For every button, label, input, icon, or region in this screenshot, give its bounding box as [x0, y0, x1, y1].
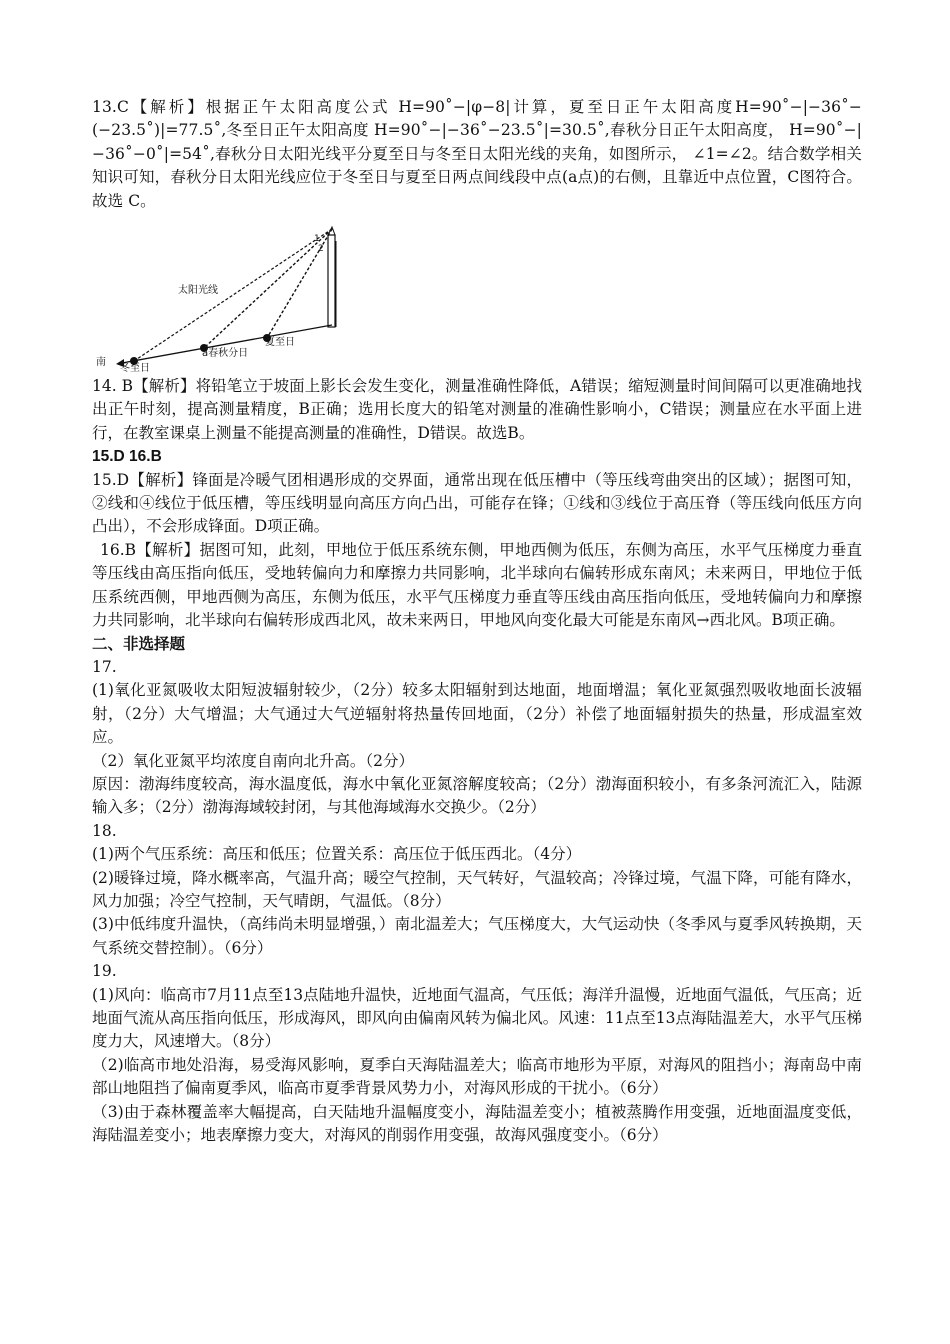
q18-part3: (3)中低纬度升温快，（高纬尚未明显增强，）南北温差大；气压梯度大，大气运动快（冬季风与夏季风转换期，天气系统交替控制）。（6分）	[92, 915, 862, 957]
q18-number: 18.	[92, 821, 117, 840]
q17-reason: 原因：渤海纬度较高，海水温度低，海水中氧化亚氮溶解度较高；（2分）渤海面积较小，有多条河流汇入，陆源输入多；（2分）渤海海域较封闭，与其他海域海水交换少。（2分）	[92, 774, 862, 817]
q15-16-heading: 15.D 16.B	[92, 448, 162, 466]
answer-page	[92, 96, 862, 1147]
q13-label: 13.C【解析】	[92, 98, 206, 116]
angle-2-label: 2	[318, 244, 324, 255]
section2-heading: 二、非选择题	[92, 635, 186, 653]
winter-ray	[134, 229, 332, 361]
q19-part1: (1)风向：临高市7月11点至13点陆地升温快，近地面气温高，气压低；海洋升温慢，近地面气温低，气压高；近地面气流从高压指向低压，形成海风，即风向由偏南风转为偏北风。风速：11点至13点海陆温差大，水平气压梯度力大，风速增大。（8分）	[92, 985, 862, 1051]
q14-paragraph: 14. B【解析】将铅笔立于坡面上影长会发生变化，测量准确性降低，A错误；缩短测量时间间隔可以更准确地找出正午时刻，提高测量精度，B正确；选用长度大的铅笔对测量的准确性影响小，C错误；测量应在水平面上进行，在教室课桌上测量不能提高测量的准确性，D错误。故选B。	[92, 377, 862, 442]
q19-part2: （2)临高市地处沿海，易受海风影响，夏季白天海陆温差大；临高市地形为平原，对海风的阻挡小；海南岛中南部山地阻挡了偏南夏季风，临高市夏季背景风势力小，对海风形成的干扰小。（6分）	[92, 1055, 862, 1098]
q15-paragraph: 15.D【解析】锋面是冷暖气团相遇形成的交界面，通常出现在低压槽中（等压线弯曲突出的区域）；据图可知，②线和④线位于低压槽，等压线明显向高压方向凸出，可能存在锋；①线和③线位于高压脊（等压线向低压方向凸出），不会形成锋面。D项正确。	[92, 470, 862, 536]
q17-part2: （2）氧化亚氮平均浓度自南向北升高。（2分）	[92, 751, 414, 770]
equinox-ray	[204, 229, 332, 348]
equinox-label: a春秋分日	[202, 348, 249, 360]
sun-angle-diagram	[92, 215, 392, 375]
q16-paragraph: 16.B【解析】据图可知，此刻，甲地位于低压系统东侧，甲地西侧为低压，东侧为高压，水平气压梯度力垂直等压线由高压指向低压，受地转偏向力和摩擦力共同影响，北半球向右偏转形成东南风；未来两日，甲地位于低压系统西侧，甲地西侧为高压，东侧为低压，水平气压梯度力垂直等压线由高压指向低压，受地转偏向力和摩擦力共同影响，北半球向右偏转形成西北风，故未来两日，甲地风向变化最大可能是东南风→西北风。B项正确。	[92, 540, 862, 630]
sun-ray-label: 太阳光线	[178, 285, 218, 297]
q19-part3: （3)由于森林覆盖率大幅提高，白天陆地升温幅度变小，海陆温差变小；植被蒸腾作用变强，近地面温度变低，海陆温差变小；地表摩擦力变大，对海风的削弱作用变强，故海风强度变小。（6分）	[92, 1102, 862, 1145]
q18-part2: (2)暖锋过境，降水概率高，气温升高；暖空气控制，天气转好，气温较高；冷锋过境，气温下降，可能有降水，风力加强；冷空气控制，天气晴朗，气温低。（8分）	[92, 868, 862, 910]
q17-part1: (1)氧化亚氮吸收太阳短波辐射较少，（2分）较多太阳辐射到达地面，地面增温；氧化亚氮强烈吸收地面长波辐射，（2分）大气增温；大气通过大气逆辐射将热量传回地面，（2分）补偿了地面辐射损失的热量，形成温室效应。	[92, 681, 862, 747]
q19-number: 19.	[92, 962, 117, 981]
gnomon-pole	[328, 235, 335, 327]
q13-paragraph	[92, 96, 862, 213]
angle-1-label: 1	[314, 234, 320, 245]
q13-text: 根据正午太阳高度公式 H=90˚−|φ−8|计算，夏至日正午太阳高度H=90˚−|−36˚−(−23.5˚)|=77.5˚,冬至日正午太阳高度 H=90˚−|−36˚−23.5˚|=30.5˚,春秋分日正午太阳高度， H=90˚−|−36˚−0˚|=54˚,春秋分日太阳光线平分夏至日与冬至日太阳光线的夹角，如图所示， ∠1=∠2。结合数学相关知识可知，春秋分日太阳光线应位于冬至日与夏至日两点间线段中点(a点)的右侧，且靠近中点位置，C图符合。故选 C。	[92, 98, 863, 210]
q17-number: 17.	[92, 657, 117, 676]
summer-label: 夏至日	[265, 337, 295, 349]
winter-label: 冬至日	[120, 363, 150, 375]
q18-part1: (1)两个气压系统：高压和低压；位置关系：高压位于低压西北。（4分）	[92, 845, 582, 864]
south-label: 南	[96, 357, 106, 369]
